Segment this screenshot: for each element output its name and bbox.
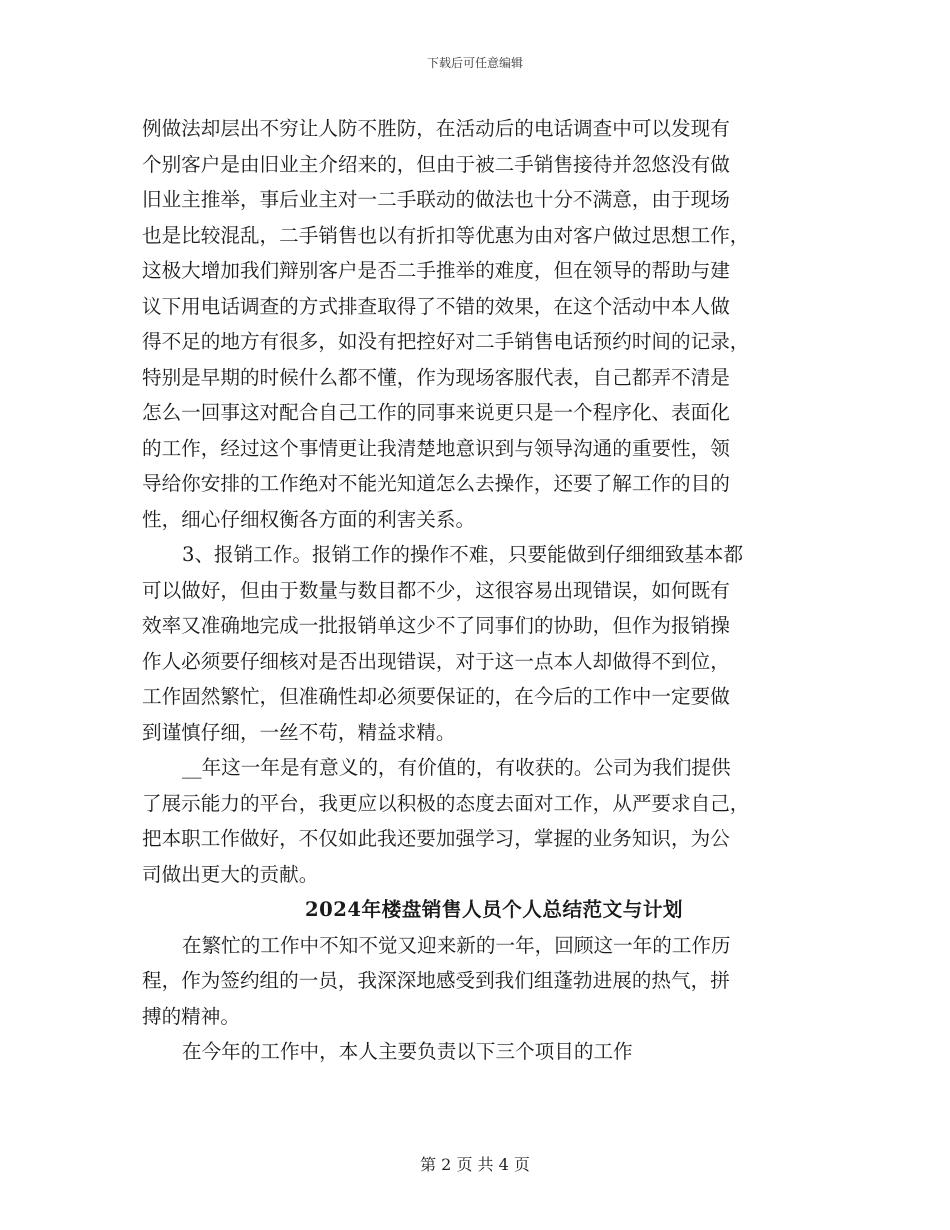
body-line: 司做出更大的贡献。 bbox=[142, 862, 319, 886]
body-line: 怎么一回事这对配合自己工作的同事来说更只是一个程序化、表面化 bbox=[142, 401, 730, 424]
body-line: __年这一年是有意义的，有价值的，有收获的。公司为我们提供 bbox=[182, 756, 731, 779]
body-line: 得不足的地方有很多，如没有把控好对二手销售电话预约时间的记录， bbox=[142, 330, 750, 353]
body-line: 了展示能力的平台，我更应以积极的态度去面对工作，从严要求自己， bbox=[142, 791, 750, 815]
body-line: 性，细心仔细权衡各方面的利害关系。 bbox=[142, 507, 476, 531]
body-line: 个别客户是由旧业主介绍来的，但由于被二手销售接待并忽悠没有做 bbox=[142, 152, 730, 176]
body-line: 也是比较混乱，二手销售也以有折扣等优惠为由对客户做过思想工作， bbox=[142, 223, 750, 247]
page-number: 第 2 页 共 4 页 bbox=[420, 1155, 530, 1174]
body-line: 特别是早期的时候什么都不懂，作为现场客服代表，自己都弄不清是 bbox=[142, 365, 730, 389]
body-line: 的工作，经过这个事情更让我清楚地意识到与领导沟通的重要性，领 bbox=[142, 436, 730, 460]
body-line: 导给你安排的工作绝对不能光知道怎么去操作，还要了解工作的目的 bbox=[142, 472, 730, 495]
body-line: 工作固然繁忙，但准确性却必须要保证的，在今后的工作中一定要做 bbox=[142, 685, 730, 708]
body-line: 这极大增加我们辩别客户是否二手推举的难度，但在领导的帮助与建 bbox=[142, 259, 730, 282]
section-title: 2024年楼盘销售人员个人总结范文与计划 bbox=[304, 898, 684, 921]
body-line: 议下用电话调查的方式排查取得了不错的效果，在这个活动中本人做 bbox=[142, 294, 730, 318]
body-line: 把本职工作做好，不仅如此我还要加强学习，掌握的业务知识，为公 bbox=[142, 827, 730, 850]
body-line: 到谨慎仔细，一丝不苟，精益求精。 bbox=[142, 720, 456, 744]
body-line: 旧业主推举，事后业主对一二手联动的做法也十分不满意，由于现场 bbox=[142, 188, 730, 211]
body-line: 搏的精神。 bbox=[142, 1004, 240, 1028]
body-line: 作人必须要仔细核对是否出现错误，对于这一点本人却做得不到位， bbox=[142, 649, 730, 673]
document-body bbox=[142, 111, 812, 1070]
body-line: 在今年的工作中，本人主要负责以下三个项目的工作 bbox=[182, 1040, 633, 1063]
body-line: 例做法却层出不穷让人防不胜防，在活动后的电话调查中可以发现有 bbox=[142, 117, 730, 140]
body-line: 程，作为签约组的一员，我深深地感受到我们组蓬勃进展的热气，拼 bbox=[142, 969, 730, 992]
body-line: 效率又准确地完成一批报销单这少不了同事们的协助，但作为报销操 bbox=[142, 614, 730, 637]
page-header: 下载后可任意编辑 bbox=[426, 56, 523, 70]
body-line: 在繁忙的工作中不知不觉又迎来新的一年，回顾这一年的工作历 bbox=[182, 933, 731, 957]
body-line: 可以做好，但由于数量与数目都不少，这很容易出现错误，如何既有 bbox=[142, 578, 730, 602]
body-line: 3、报销工作。报销工作的操作不难，只要能做到仔细细致基本都 bbox=[182, 543, 744, 566]
